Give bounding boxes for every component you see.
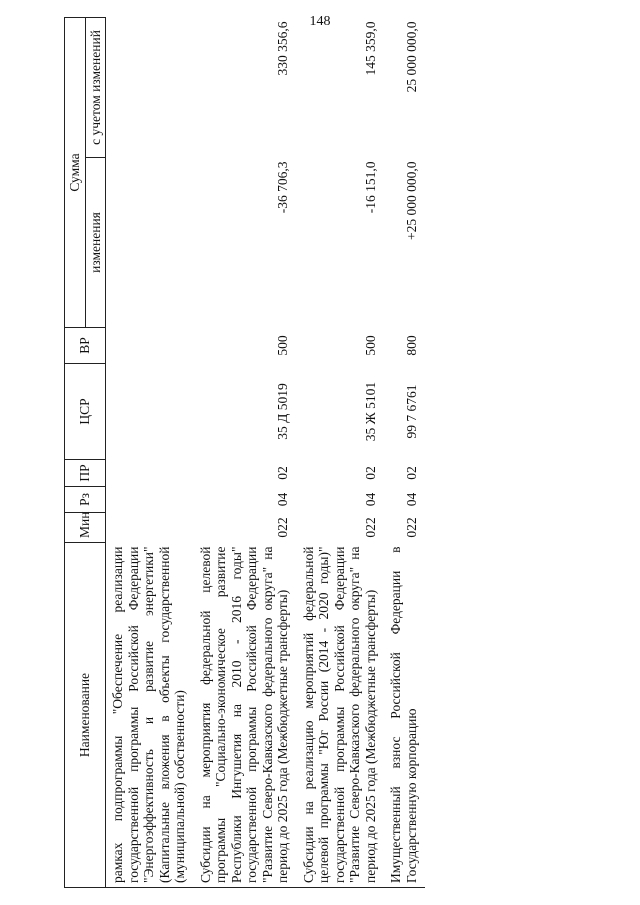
row-rz	[106, 487, 194, 513]
row-rz: 04	[275, 492, 290, 507]
budget-table	[64, 17, 425, 888]
row-pr: 02	[403, 466, 419, 480]
row-total	[106, 17, 194, 157]
row-change: -16 151,0	[362, 161, 378, 214]
row-pr: 02	[275, 466, 290, 480]
row-pr	[106, 460, 194, 487]
row-vr: 500	[275, 335, 290, 356]
row-rz: 04	[362, 492, 378, 507]
row-vr	[106, 328, 194, 364]
header-change: изменения	[85, 158, 106, 328]
header-with-change: с учетом изменений	[85, 17, 106, 157]
header-rz: Рз	[65, 487, 106, 513]
header-pr: ПР	[65, 460, 106, 487]
row-rz: 04	[403, 492, 419, 507]
row-name: Имущественный взнос Российской Федерации в Государственную корпорацию	[384, 543, 425, 888]
table-header	[65, 17, 106, 887]
row-total: 145 359,0	[362, 21, 378, 76]
row-change: -36 706,3	[275, 161, 290, 214]
header-name: Наименование	[65, 543, 106, 888]
header-sum: Сумма	[65, 17, 86, 327]
row-name: Субсидии на мероприятия федеральной целевой программы "Социально-экономическое развитие Республики Ингушетия на 2010 - 2016 годы" государственной программы Российской Федерации "Развитие Северо-Кавказского федерального округа" на период до 2025 года (Межбюджетные трансферты)	[194, 543, 297, 888]
row-change: +25 000 000,0	[403, 161, 419, 240]
table-row	[384, 17, 425, 887]
row-csr: 99 7 6761	[403, 384, 419, 439]
page-number: 148	[309, 14, 331, 29]
row-min	[106, 513, 194, 543]
row-vr: 800	[403, 335, 419, 356]
row-min: 022	[403, 517, 419, 538]
header-vr: ВР	[65, 328, 106, 364]
row-csr	[106, 364, 194, 460]
row-name: рамках подпрограммы "Обеспечение реализации государственной программы Российской Федерации "Энергоэффективность и развитие энергетики" (Капитальные вложения в объекты государственной (муниципальной) собственности)	[106, 543, 194, 888]
row-csr: 35 Д 5019	[275, 383, 290, 440]
table-row	[194, 17, 297, 887]
row-csr: 35 Ж 5101	[362, 381, 378, 442]
row-min: 022	[362, 517, 378, 538]
rotated-table-sheet	[64, 18, 574, 888]
table-row	[106, 17, 194, 887]
row-pr: 02	[362, 466, 378, 480]
row-total: 25 000 000,0	[403, 21, 419, 93]
row-change	[106, 158, 194, 328]
row-total: 330 356,6	[275, 21, 290, 76]
header-min: Мин	[65, 513, 106, 543]
table-row	[297, 17, 385, 887]
row-name: Субсидии на реализацию мероприятий федеральной целевой программы "Юг России (2014 - 2020 годы)" государственной программы Российской Федерации "Развитие Северо-Кавказского федерального округа" на период до 2025 года (Межбюджетные трансферты)	[297, 543, 385, 888]
row-vr: 500	[362, 335, 378, 356]
header-csr: ЦСР	[65, 364, 106, 460]
row-min: 022	[275, 517, 290, 538]
